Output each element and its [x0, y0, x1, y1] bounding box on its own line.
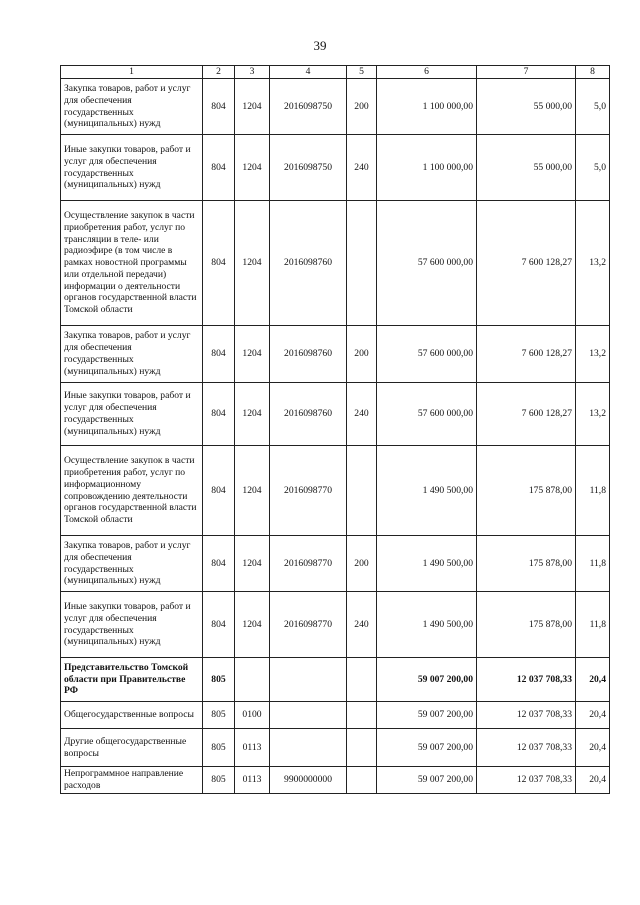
- cell-description: Закупка товаров, работ и услуг для обеспечения государственных (муниципальных) нужд: [61, 536, 203, 592]
- cell-target-article: 2016098770: [270, 536, 347, 592]
- cell-section-code: 0100: [235, 702, 270, 729]
- cell-percent: 5,0: [576, 135, 610, 201]
- table-row: [61, 326, 610, 383]
- cell-actual-amount: 175 878,00: [477, 592, 576, 658]
- cell-expense-type: 240: [347, 592, 377, 658]
- cell-expense-type: [347, 201, 377, 326]
- column-header: 1: [61, 66, 203, 79]
- cell-percent: 11,8: [576, 536, 610, 592]
- page-number: 39: [313, 38, 327, 53]
- cell-target-article: [270, 729, 347, 767]
- table-row: [61, 383, 610, 446]
- cell-expense-type: [347, 767, 377, 794]
- table-row: [61, 79, 610, 135]
- cell-percent: 20,4: [576, 702, 610, 729]
- column-header: 4: [270, 66, 347, 79]
- cell-actual-amount: 175 878,00: [477, 446, 576, 536]
- cell-percent: 13,2: [576, 383, 610, 446]
- cell-plan-amount: 1 490 500,00: [377, 536, 477, 592]
- cell-actual-amount: 12 037 708,33: [477, 702, 576, 729]
- cell-actual-amount: 7 600 128,27: [477, 326, 576, 383]
- cell-percent: 11,8: [576, 592, 610, 658]
- cell-percent: 20,4: [576, 658, 610, 702]
- cell-section-code: 1204: [235, 383, 270, 446]
- cell-plan-amount: 1 490 500,00: [377, 592, 477, 658]
- cell-expense-type: [347, 729, 377, 767]
- column-header: 6: [377, 66, 477, 79]
- cell-description: Иные закупки товаров, работ и услуг для обеспечения государственных (муниципальных) нужд: [61, 383, 203, 446]
- table-row: [61, 536, 610, 592]
- cell-percent: 11,8: [576, 446, 610, 536]
- cell-actual-amount: 7 600 128,27: [477, 201, 576, 326]
- cell-plan-amount: 1 100 000,00: [377, 79, 477, 135]
- cell-section-code: 1204: [235, 446, 270, 536]
- cell-section-code: 1204: [235, 135, 270, 201]
- table-body: [61, 79, 610, 794]
- cell-target-article: 2016098760: [270, 326, 347, 383]
- cell-description: Общегосударственные вопросы: [61, 702, 203, 729]
- cell-section-code: 1204: [235, 592, 270, 658]
- cell-section-code: 1204: [235, 79, 270, 135]
- cell-grbs-code: 805: [203, 702, 235, 729]
- cell-percent: 20,4: [576, 767, 610, 794]
- cell-target-article: 2016098770: [270, 446, 347, 536]
- cell-description: Иные закупки товаров, работ и услуг для обеспечения государственных (муниципальных) нужд: [61, 135, 203, 201]
- cell-plan-amount: 59 007 200,00: [377, 658, 477, 702]
- cell-description: Непрограммное направление расходов: [61, 767, 203, 794]
- column-header: 8: [576, 66, 610, 79]
- column-header: 3: [235, 66, 270, 79]
- cell-target-article: 9900000000: [270, 767, 347, 794]
- cell-section-code: 0113: [235, 767, 270, 794]
- cell-expense-type: 200: [347, 79, 377, 135]
- cell-expense-type: [347, 658, 377, 702]
- cell-target-article: 2016098770: [270, 592, 347, 658]
- cell-description: Представительство Томской области при Правительстве РФ: [61, 658, 203, 702]
- cell-percent: 13,2: [576, 201, 610, 326]
- cell-grbs-code: 804: [203, 79, 235, 135]
- cell-plan-amount: 57 600 000,00: [377, 383, 477, 446]
- cell-section-code: 1204: [235, 326, 270, 383]
- cell-grbs-code: 804: [203, 446, 235, 536]
- cell-section-code: 1204: [235, 536, 270, 592]
- cell-target-article: 2016098760: [270, 383, 347, 446]
- cell-target-article: 2016098750: [270, 79, 347, 135]
- cell-grbs-code: 805: [203, 658, 235, 702]
- cell-actual-amount: 55 000,00: [477, 79, 576, 135]
- cell-description: Закупка товаров, работ и услуг для обеспечения государственных (муниципальных) нужд: [61, 79, 203, 135]
- cell-description: Другие общегосударственные вопросы: [61, 729, 203, 767]
- cell-expense-type: [347, 702, 377, 729]
- cell-section-code: [235, 658, 270, 702]
- cell-description: Иные закупки товаров, работ и услуг для обеспечения государственных (муниципальных) нужд: [61, 592, 203, 658]
- cell-grbs-code: 804: [203, 536, 235, 592]
- cell-expense-type: 200: [347, 536, 377, 592]
- table-row: [61, 658, 610, 702]
- cell-target-article: 2016098750: [270, 135, 347, 201]
- cell-grbs-code: 804: [203, 201, 235, 326]
- table-row: [61, 446, 610, 536]
- table-row: [61, 729, 610, 767]
- cell-plan-amount: 57 600 000,00: [377, 326, 477, 383]
- budget-table: [60, 65, 610, 794]
- cell-grbs-code: 804: [203, 135, 235, 201]
- cell-description: Осуществление закупок в части приобретения работ, услуг по трансляции в теле- или радиоэфире (в том числе в рамках новостной программы или отдельной передачи) информации о деятельности органов государственной власти Томской области: [61, 201, 203, 326]
- column-header: 5: [347, 66, 377, 79]
- cell-actual-amount: 12 037 708,33: [477, 767, 576, 794]
- cell-plan-amount: 1 490 500,00: [377, 446, 477, 536]
- cell-expense-type: 240: [347, 383, 377, 446]
- cell-actual-amount: 175 878,00: [477, 536, 576, 592]
- table-row: [61, 135, 610, 201]
- column-header: 7: [477, 66, 576, 79]
- table-header-row: [61, 66, 610, 79]
- cell-description: Осуществление закупок в части приобретения работ, услуг по информационному сопровождению деятельности органов государственной власти Томской области: [61, 446, 203, 536]
- cell-target-article: [270, 702, 347, 729]
- cell-plan-amount: 59 007 200,00: [377, 702, 477, 729]
- cell-actual-amount: 55 000,00: [477, 135, 576, 201]
- table-row: [61, 767, 610, 794]
- cell-section-code: 1204: [235, 201, 270, 326]
- cell-grbs-code: 804: [203, 592, 235, 658]
- cell-target-article: 2016098760: [270, 201, 347, 326]
- cell-grbs-code: 804: [203, 383, 235, 446]
- cell-actual-amount: 12 037 708,33: [477, 729, 576, 767]
- cell-plan-amount: 59 007 200,00: [377, 729, 477, 767]
- cell-expense-type: 240: [347, 135, 377, 201]
- cell-grbs-code: 804: [203, 326, 235, 383]
- cell-section-code: 0113: [235, 729, 270, 767]
- cell-plan-amount: 57 600 000,00: [377, 201, 477, 326]
- table-row: [61, 201, 610, 326]
- cell-plan-amount: 1 100 000,00: [377, 135, 477, 201]
- table-row: [61, 702, 610, 729]
- cell-expense-type: [347, 446, 377, 536]
- cell-percent: 13,2: [576, 326, 610, 383]
- cell-expense-type: 200: [347, 326, 377, 383]
- cell-percent: 20,4: [576, 729, 610, 767]
- cell-percent: 5,0: [576, 79, 610, 135]
- cell-grbs-code: 805: [203, 729, 235, 767]
- table-row: [61, 592, 610, 658]
- cell-description: Закупка товаров, работ и услуг для обеспечения государственных (муниципальных) нужд: [61, 326, 203, 383]
- cell-grbs-code: 805: [203, 767, 235, 794]
- cell-actual-amount: 12 037 708,33: [477, 658, 576, 702]
- cell-plan-amount: 59 007 200,00: [377, 767, 477, 794]
- column-header: 2: [203, 66, 235, 79]
- cell-target-article: [270, 658, 347, 702]
- cell-actual-amount: 7 600 128,27: [477, 383, 576, 446]
